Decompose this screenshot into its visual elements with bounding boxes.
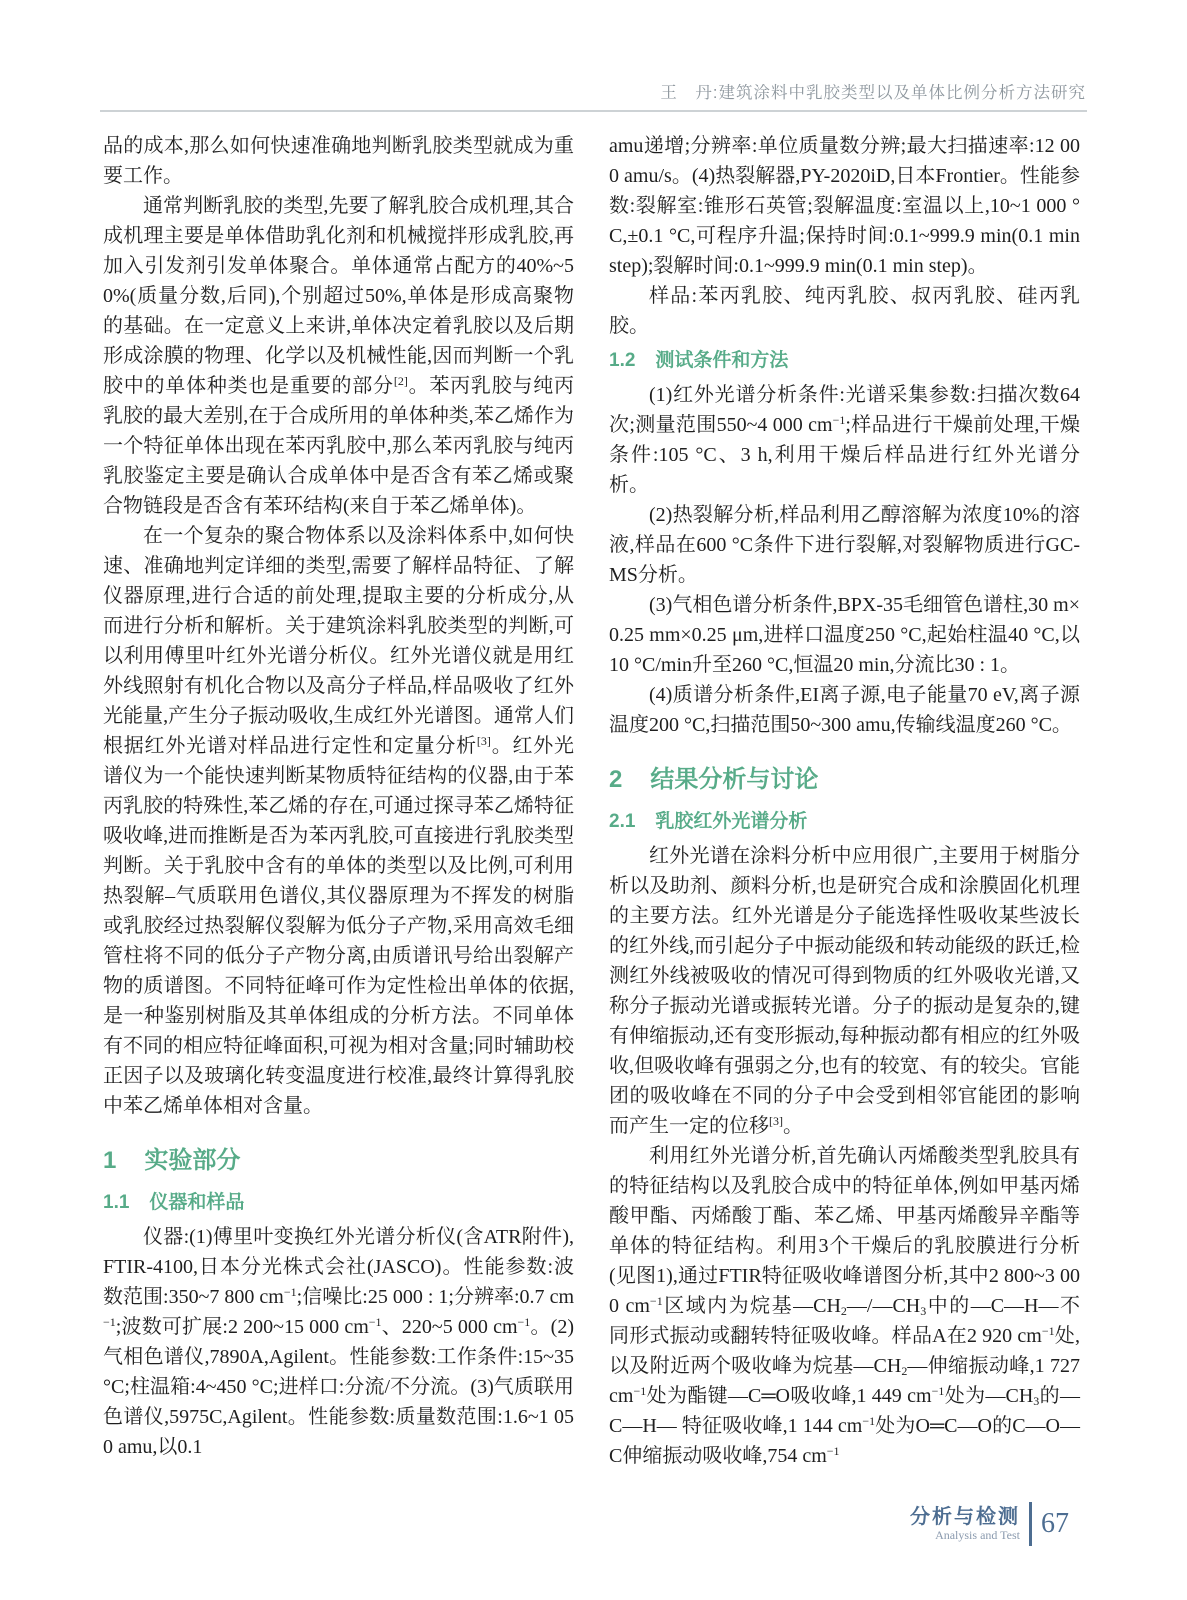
page-number: 67 — [1041, 1508, 1069, 1539]
heading-title: 结果分析与讨论 — [650, 766, 819, 793]
footer — [910, 1502, 1069, 1546]
text-run: 中的—C—H—不同形式振动或翻转特征吸收峰。样品A在2 920 cm — [609, 1295, 1080, 1347]
header-rule — [100, 110, 1087, 112]
text-run: 处,以及附近两个吸收峰为烷基—CH — [609, 1325, 1080, 1377]
text-run: 处为O═C—O的C—O—C伸缩振动吸收峰,754 cm — [609, 1415, 1081, 1467]
heading-title: 实验部分 — [144, 1147, 241, 1174]
section-heading — [609, 765, 1080, 795]
heading-number: 1 — [103, 1147, 117, 1174]
text-run: amu递增;分辨率:单位质量数分辨;最大扫描速率:12 000 amu/s。(4)热裂解器,PY-2020iD,日本Frontier。性能参数:裂解室:锥形石英管;裂解温度:室温以上,10~1 000 °C,±0.1 °C,可程序升温;保持时间:0.1~999.9 min(0.1 min step);裂解时间:0.1~999.9 min(0.1 min step)。 — [609, 135, 1080, 277]
running-title: 王 丹:建筑涂料中乳胶类型以及单体比例分析方法研究 — [660, 84, 1086, 102]
subsection-heading — [103, 1189, 574, 1217]
paragraph — [609, 131, 1080, 281]
text-run: 。红外光谱仪为一个能快速判断某物质特征结构的仪器,由于苯丙乳胶的特殊性,苯乙烯的存在,可通过探寻苯乙烯特征吸收峰,进而推断是否为苯丙乳胶,可直接进行乳胶类型判断。关于乳胶中含有的单体的类型以及比例,可利用热裂解–气质联用色谱仪,其仪器原理为不挥发的树脂或乳胶经过热裂解仪裂解为低分子产物,采用高效毛细管柱将不同的低分子产物分离,由质谱讯号给出裂解产物的质谱图。不同特征峰可作为定性检出单体的依据,是一种鉴别树脂及其单体组成的分析方法。不同单体有不同的相应特征峰面积,可视为相对含量;同时辅助校正因子以及玻璃化转变温度进行校准,最终计算得乳胶中苯乙烯单体相对含量。 — [103, 735, 575, 1117]
subsection-heading — [609, 347, 1080, 375]
text-run: 、220~5 000 cm — [381, 1316, 518, 1338]
paragraph — [609, 590, 1080, 680]
right-column — [609, 131, 1080, 1471]
superscript: −1 — [633, 1384, 647, 1398]
paragraph — [609, 680, 1080, 740]
text-run: 。(2)气相色谱仪,7890A,Agilent。性能参数:工作条件:15~35 °C;柱温箱:4~450 °C;进样口:分流/不分流。(3)气质联用色谱仪,5975C,Agilent。性能参数:质量数范围:1.6~1 050 amu,以0.1 — [103, 1316, 574, 1458]
text-run: (4)质谱分析条件,EI离子源,电子能量70 eV,离子源温度200 °C,扫描范围50~300 amu,传输线温度260 °C。 — [609, 684, 1080, 736]
text-run: 。 — [783, 1115, 803, 1137]
superscript: −1 — [368, 1315, 382, 1329]
superscript: −1 — [862, 1414, 876, 1428]
paragraph — [103, 191, 574, 521]
paragraph — [609, 1141, 1080, 1471]
text-run: 通常判断乳胶的类型,先要了解乳胶合成机理,其合成机理主要是单体借助乳化剂和机械搅拌形成乳胶,再加入引发剂引发单体聚合。单体通常占配方的40%~50%(质量分数,后同),个别超过50%,单体是形成高聚物的基础。在一定意义上来讲,单体决定着乳胶以及后期形成涂膜的物理、化学以及机械性能,因而判断一个乳胶中的单体种类也是重要的部分 — [103, 195, 574, 397]
text-run: 区域内为烷基—CH — [662, 1295, 841, 1317]
left-column — [103, 131, 574, 1462]
text-run: 处为—CH — [944, 1385, 1034, 1407]
text-run: (1)红外光谱分析条件:光谱采集参数:扫描次数64次;测量范围550~4 000 cm — [609, 384, 1080, 436]
superscript: −1 — [283, 1285, 297, 1299]
superscript: −1 — [832, 413, 846, 427]
superscript: [2] — [393, 374, 408, 388]
subscript: 3 — [1033, 1394, 1040, 1408]
text-run: ;样品进行干燥前处理,干燥条件:105 °C、3 h,利用干燥后样品进行红外光谱分析。 — [609, 414, 1081, 496]
superscript: −1 — [826, 1444, 840, 1458]
heading-number: 2 — [609, 766, 623, 793]
superscript: −1 — [517, 1315, 531, 1329]
paragraph — [103, 131, 574, 191]
heading-number: 1.2 — [609, 350, 636, 371]
superscript: −1 — [1041, 1324, 1055, 1338]
text-run: 利用红外光谱分析,首先确认丙烯酸类型乳胶具有的特征结构以及乳胶合成中的特征单体,例如甲基丙烯酸甲酯、丙烯酸丁酯、苯乙烯、甲基丙烯酸异辛酯等单体的特征结构。利用3个干燥后的乳胶膜进行分析(见图1),通过FTIR特征吸收峰谱图分析,其中2 800~3 000 cm — [609, 1145, 1080, 1317]
text-run: ;信噪比:25 000 : 1;分辨率:0.7 cm — [296, 1286, 575, 1308]
heading-number: 2.1 — [609, 811, 636, 832]
heading-title: 测试条件和方法 — [655, 350, 789, 371]
text-run: 样品:苯丙乳胶、纯丙乳胶、叔丙乳胶、硅丙乳胶。 — [609, 285, 1080, 337]
text-run: 红外光谱在涂料分析中应用很广,主要用于树脂分析以及助剂、颜料分析,也是研究合成和涂膜固化机理的主要方法。红外光谱是分子能选择性吸收某些波长的红外线,而引起分子中振动能级和转动能级的跃迁,检测红外线被吸收的情况可得到物质的红外吸收光谱,又称分子振动光谱或振转光谱。分子的振动是复杂的,键有伸缩振动,还有变形振动,每种振动都有相应的红外吸收,但吸收峰有强弱之分,也有的较宽、有的较尖。官能团的吸收峰在不同的分子中会受到相邻官能团的影响而产生一定的位移 — [609, 845, 1080, 1137]
text-run: 处为酯键—C═O吸收峰,1 449 cm — [646, 1385, 932, 1407]
paragraph — [609, 841, 1080, 1141]
superscript: −1 — [649, 1294, 663, 1308]
superscript: [3] — [476, 734, 491, 748]
subscript: 3 — [920, 1304, 927, 1318]
text-run: (2)热裂解分析,样品利用乙醇溶解为浓度10%的溶液,样品在600 °C条件下进行裂解,对裂解物质进行GC-MS分析。 — [609, 504, 1080, 586]
text-run: —伸缩振动峰,1 727 cm — [609, 1355, 1080, 1407]
paragraph — [609, 500, 1080, 590]
superscript: −1 — [931, 1384, 945, 1398]
subscript: 2 — [901, 1364, 908, 1378]
text-run: 。苯丙乳胶与纯丙乳胶的最大差别,在于合成所用的单体种类,苯乙烯作为一个特征单体出现在苯丙乳胶中,那么苯丙乳胶与纯丙乳胶鉴定主要是确认合成单体中是否含有苯乙烯或聚合物链段是否含有苯环结构(来自于苯乙烯单体)。 — [103, 375, 575, 517]
text-run: 的—C—H— 特征吸收峰,1 144 cm — [609, 1385, 1080, 1437]
heading-title: 仪器和样品 — [149, 1192, 245, 1213]
subscript: 2 — [840, 1304, 847, 1318]
text-run: ;波数可扩展:2 200~15 000 cm — [115, 1316, 369, 1338]
text-run: 在一个复杂的聚合物体系以及涂料体系中,如何快速、准确地判定详细的类型,需要了解样品特征、了解仪器原理,进行合适的前处理,提取主要的分析成分,从而进行分析和解析。关于建筑涂料乳胶类型的判断,可以利用傅里叶红外光谱分析仪。红外光谱仪就是用红外线照射有机化合物以及高分子样品,样品吸收了红外光能量,产生分子振动吸收,生成红外光谱图。通常人们根据红外光谱对样品进行定性和定量分析 — [103, 525, 574, 757]
superscript: −1 — [103, 1315, 116, 1329]
text-run: 品的成本,那么如何快速准确地判断乳胶类型就成为重要工作。 — [103, 135, 574, 187]
paragraph — [609, 281, 1080, 341]
journal-name — [910, 1506, 1020, 1542]
section-heading — [103, 1146, 574, 1176]
heading-number: 1.1 — [103, 1192, 130, 1213]
heading-title: 乳胶红外光谱分析 — [655, 811, 808, 832]
footer-divider — [1029, 1502, 1032, 1546]
paragraph — [103, 521, 574, 1121]
journal-name-cn: 分析与检测 — [910, 1506, 1020, 1528]
text-run: 仪器:(1)傅里叶变换红外光谱分析仪(含ATR附件),FTIR-4100,日本分光株式会社(JASCO)。性能参数:波数范围:350~7 800 cm — [103, 1226, 574, 1308]
text-run: —/—CH — [846, 1295, 921, 1317]
journal-name-en: Analysis and Test — [935, 1528, 1020, 1542]
subsection-heading — [609, 808, 1080, 836]
superscript: [3] — [769, 1114, 783, 1128]
paragraph — [609, 380, 1080, 500]
paragraph — [103, 1222, 574, 1462]
text-run: (3)气相色谱分析条件,BPX-35毛细管色谱柱,30 m×0.25 mm×0.25 μm,进样口温度250 °C,起始柱温40 °C,以10 °C/min升至260 °C,恒温20 min,分流比30 : 1。 — [609, 594, 1080, 676]
